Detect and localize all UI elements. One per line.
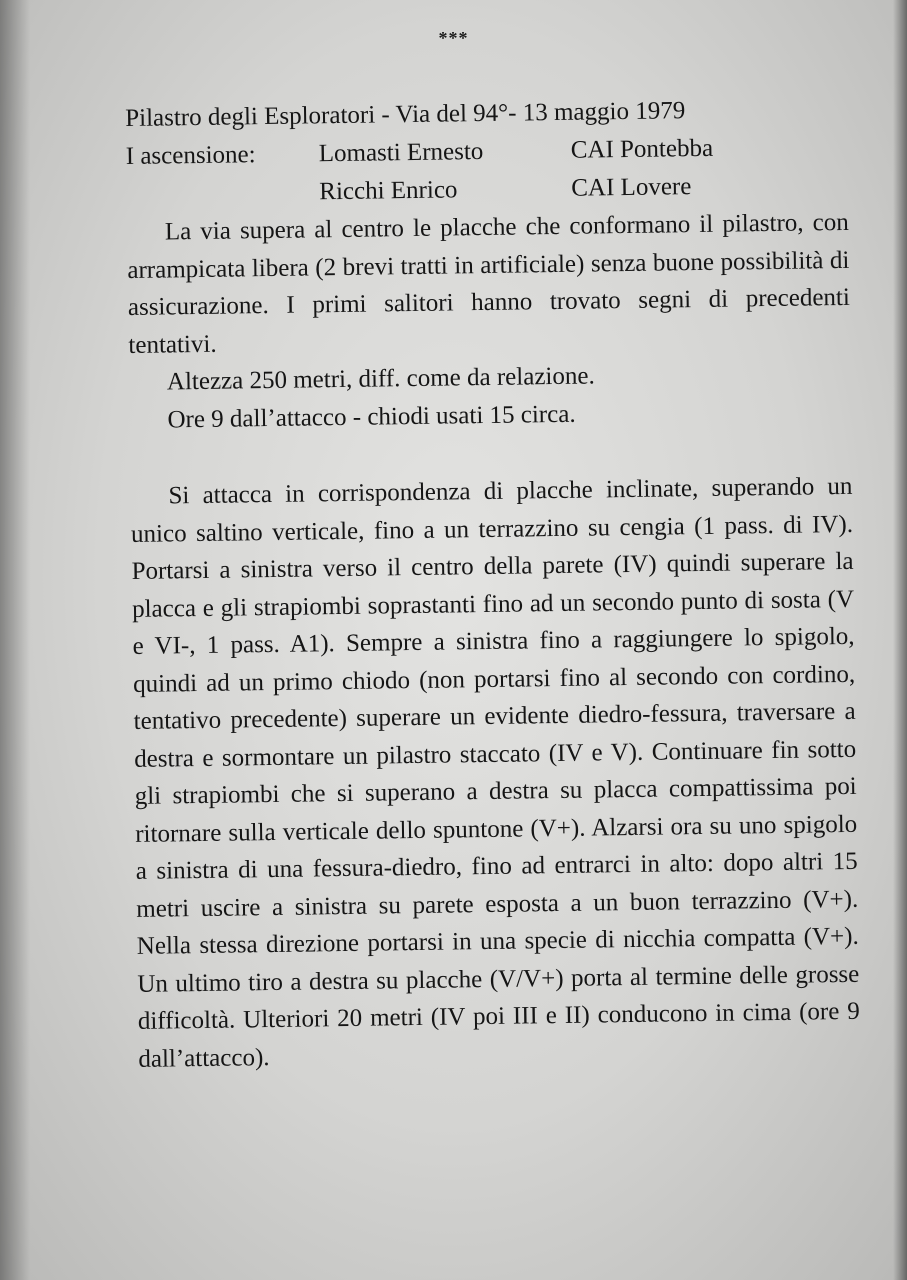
first-ascent-credits [126, 128, 849, 214]
route-description: Si attacca in corrispondenza di placche inclinate, superando un unico saltino verticale, fino a un terrazzino su cengia (1 pass. di IV). Portarsi a sinistra verso il centro della parete (IV) quindi superare la placca e gli strapiombi soprastanti fino ad un secondo punto di sosta (V e VI-, 1 pass. A1). Sempre a sinistra fino a raggiungere lo spigolo, quindi ad un primo chiodo (non portarsi fino al secondo con cordino, tentativo precedente) superare un evidente diedro-fessura, traversare a destra e sormontare un pilastro staccato (IV e V). Continuare fin sotto gli strapiombi che si superano a destra su placca compattissima poi ritornare sulla verticale dello spuntone (V+). Alzarsi ora su uno spigolo a sinistra di una fessura-diedro, fino ad entrarci in alto: dopo altri 15 metri uscire a sinistra su parete esposta a un buon terrazzino (V+). Nella stessa direzione portarsi in una specie di nicchia compatta (V+). Un ultimo tiro a destra su placche (V/V+) porta al termine delle grosse difficoltà. Ulteriori 20 metri (IV poi III e II) conducono in cima (ore 9 dall’attacco). [130, 472, 860, 1073]
climber-club: CAI Pontebba [570, 134, 714, 164]
intro-paragraph: La via supera al centro le placche che conformano il pilastro, con arrampicata libera (2 brevi tratti in artificiale) senza buone possibilità di assicurazione. I primi salitori hanno trovato segni di precedenti tentativi. [127, 208, 851, 359]
time-line: Ore 9 dall’attacco - chiodi usati 15 circa. [167, 400, 576, 434]
route-text [125, 90, 861, 1078]
height-line: Altezza 250 metri, diff. come da relazione. [166, 362, 595, 396]
section-ornament: *** [438, 28, 469, 48]
climber-name: Lomasti Ernesto [318, 138, 484, 168]
ascent-label: I ascensione: [125, 141, 256, 170]
climber-club: CAI Lovere [571, 173, 692, 202]
route-title: Pilastro degli Esploratori - Via del 94°- 13 maggio 1979 [125, 97, 686, 132]
climber-name: Ricchi Enrico [319, 176, 458, 206]
credits-spacer [126, 173, 320, 214]
